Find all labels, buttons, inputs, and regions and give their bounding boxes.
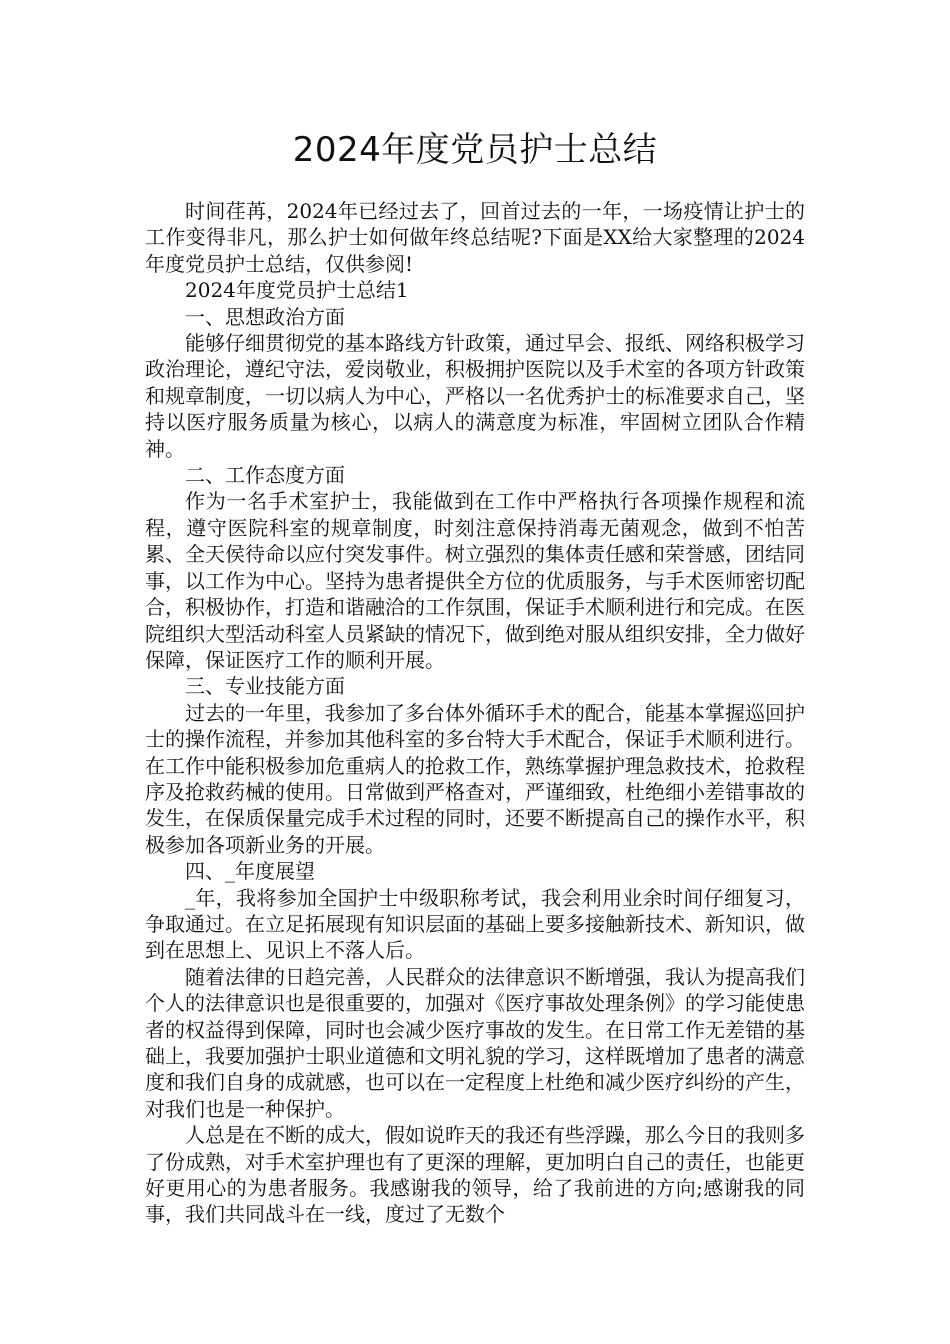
paragraph-growth: 人总是在不断的成大，假如说昨天的我还有些浮躁，那么今日的我则多了份成熟，对手术室护理也有了更深的理解，更加明白自己的责任，也能更好更用心的为患者服务。我感谢我的领导，给了我前进的方向;感谢我的同事，我们共同战斗在一线，度过了无数个 bbox=[145, 1123, 805, 1227]
heading-political: 一、思想政治方面 bbox=[185, 304, 345, 329]
paragraph-political: 能够仔细贯彻党的基本路线方针政策，通过早会、报纸、网络积极学习政治理论，遵纪守法，爱岗敬业，积极拥护医院以及手术室的各项方针政策和规章制度，一切以病人为中心，严格以一名优秀护士的标准要求自己，坚持以医疗服务质量为核心，以病人的满意度为标准，牢固树立团队合作精神。 bbox=[145, 331, 805, 461]
document-body bbox=[145, 198, 805, 1228]
paragraph-attitude: 作为一名手术室护士，我能做到在工作中严格执行各项操作规程和流程，遵守医院科室的规章制度，时刻注意保持消毒无菌观念，做到不怕苦累、全天侯待命以应付突发事件。树立强烈的集体责任感和荣誉感，团结同事，以工作为中心。坚持为患者提供全方位的优质服务，与手术医师密切配合，积极协作，打造和谐融洽的工作氛围，保证手术顺利进行和完成。在医院组织大型活动科室人员紧缺的情况下，做到绝对服从组织安排，全力做好保障，保证医疗工作的顺利开展。 bbox=[145, 489, 805, 672]
section-subtitle: 2024年度党员护士总结1 bbox=[185, 278, 409, 303]
heading-outlook: 四、_年度展望 bbox=[185, 859, 315, 884]
paragraph-law: 随着法律的日趋完善，人民群众的法律意识不断增强，我认为提高我们个人的法律意识也是很重要的，加强对《医疗事故处理条例》的学习能使患者的权益得到保障，同时也会减少医疗事故的发生。在日常工作无差错的基础上，我要加强护士职业道德和文明礼貌的学习，这样既增加了患者的满意度和我们自身的成就感，也可以在一定程度上杜绝和减少医疗纠纷的产生，对我们也是一种保护。 bbox=[145, 964, 805, 1121]
heading-skills: 三、专业技能方面 bbox=[185, 674, 345, 699]
paragraph-skills: 过去的一年里，我参加了多台体外循环手术的配合，能基本掌握巡回护士的操作流程，并参加其他科室的多台特大手术配合，保证手术顺利进行。在工作中能积极参加危重病人的抢救工作，熟练掌握护理急救技术，抢救程序及抢救药械的使用。日常做到严格查对，严谨细致，杜绝细小差错事故的发生，在保质保量完成手术过程的同时，还要不断提高自己的操作水平，积极参加各项新业务的开展。 bbox=[145, 700, 805, 857]
document-title: 2024年度党员护士总结 bbox=[292, 130, 658, 170]
intro-paragraph: 时间荏苒，2024年已经过去了，回首过去的一年，一场疫情让护士的工作变得非凡，那么护士如何做年终总结呢?下面是XX给大家整理的2024年度党员护士总结，仅供参阅! bbox=[145, 199, 805, 276]
paragraph-outlook: _年，我将参加全国护士中级职称考试，我会利用业余时间仔细复习，争取通过。在立足拓展现有知识层面的基础上要多接触新技术、新知识，做到在思想上、见识上不落人后。 bbox=[145, 885, 805, 963]
heading-attitude: 二、工作态度方面 bbox=[185, 463, 345, 488]
